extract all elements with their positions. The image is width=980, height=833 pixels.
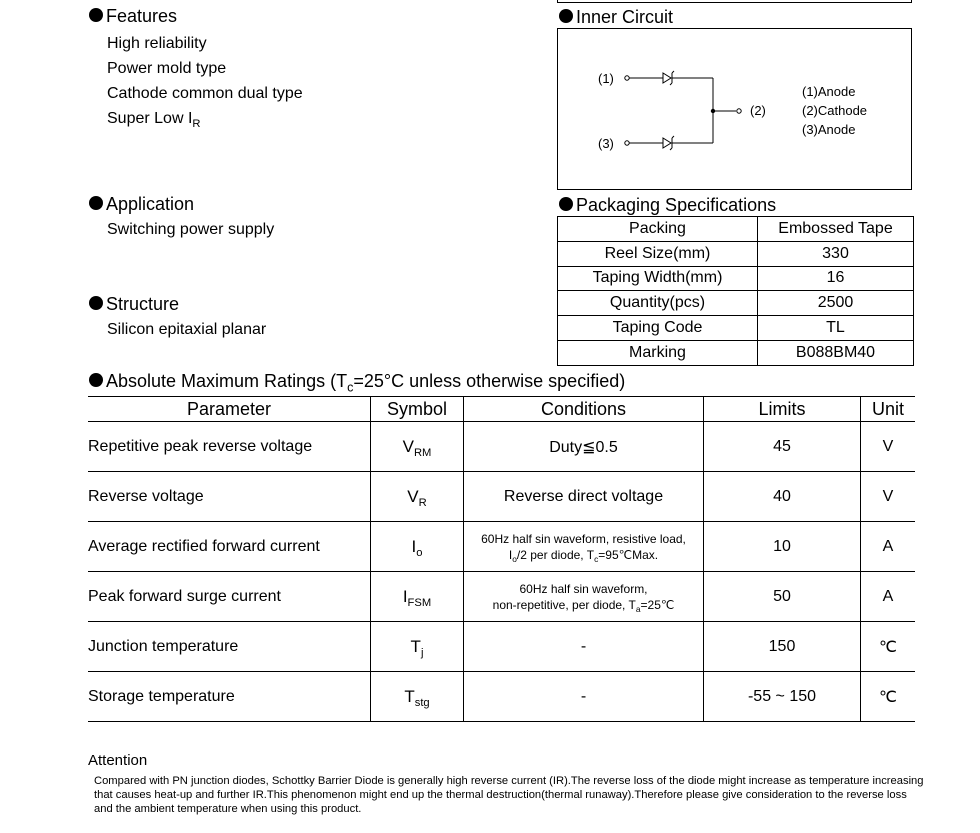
bullet-icon	[559, 197, 573, 211]
table-row: Average rectified forward current $I_o$ 60Hz half sin waveform, resistive load, $I_o/2$ per diode, $T_c=95℃Max$. 10 A	[88, 522, 915, 572]
table-row: Reel Size(mm) 330	[558, 241, 914, 266]
bullet-icon	[89, 196, 103, 210]
bullet-icon	[559, 9, 573, 23]
pin2-label: (2)	[750, 103, 766, 118]
table-row: Taping Code TL	[558, 316, 914, 341]
table-row: Reverse voltage $V_R$ Reverse direct voltage 40 V	[88, 472, 915, 522]
bullet-icon	[89, 296, 103, 310]
application-item: Switching power supply	[107, 221, 275, 238]
features-title: Features	[89, 5, 303, 27]
packaging-table	[557, 216, 914, 366]
header-parameter: Parameter	[88, 397, 371, 422]
application-title: Application	[89, 193, 274, 215]
pin-legend: (1)Anode (2)Cathode (3)Anode	[802, 84, 868, 137]
application-section	[89, 193, 274, 242]
attention-title: Attention	[88, 752, 148, 769]
table-row: Packing Embossed Tape	[558, 217, 914, 242]
ratings-title: Absolute Maximum Ratings ($T_c=25^\circ C$ unless otherwise specified)	[89, 370, 625, 392]
table-row: Repetitive peak reverse voltage $V_{RM}$ Duty≦0.5 45 V	[88, 422, 915, 472]
table-row: Taping Width(mm) 16	[558, 266, 914, 291]
table-row: Storage temperature $T_{stg}$ - -55 ~ 150 ℃	[88, 672, 915, 722]
table-row: Peak forward surge current $I_{FSM}$ 60Hz half sin waveform, non-repetitive, per diode, $T_a=25℃$ 50 A	[88, 572, 915, 622]
packaging-title: Packaging Specifications	[559, 194, 776, 216]
pin3-label: (3)	[598, 136, 614, 151]
features-section	[89, 5, 303, 131]
structure-title: Structure	[89, 293, 266, 315]
header-unit: Unit	[861, 397, 916, 422]
ratings-table	[88, 396, 915, 722]
header-conditions: Conditions	[464, 397, 704, 422]
top-frame-line	[557, 0, 912, 3]
header-symbol: Symbol	[371, 397, 464, 422]
inner-circuit-diagram	[557, 28, 912, 190]
structure-section	[89, 293, 266, 342]
inner-circuit-title: Inner Circuit	[559, 6, 673, 28]
feature-item: Super Low $I_R$	[107, 110, 201, 130]
pin1-label: (1)	[598, 71, 614, 86]
table-row: Junction temperature $T_j$ - 150 ℃	[88, 622, 915, 672]
feature-item: High reliability	[107, 35, 207, 52]
bullet-icon	[89, 373, 103, 387]
structure-item: Silicon epitaxial planar	[107, 321, 267, 338]
attention-text: Compared with PN junction diodes, Schottky Barrier Diode is generally high reverse current (IR).The reverse loss of the diode might increase as temperature increasing that causes heat-up and further IR.This phenomenon might end up the thermal destruction(thermal runaway).Therefore please give consideration to the reverse loss and the ambient temperature when using this product.	[94, 775, 924, 815]
table-row: Quantity(pcs) 2500	[558, 291, 914, 316]
table-header-row	[88, 397, 915, 422]
feature-item: Power mold type	[107, 60, 227, 77]
feature-item: Cathode common dual type	[107, 85, 303, 102]
bullet-icon	[89, 8, 103, 22]
table-row: Marking B088BM40	[558, 340, 914, 365]
header-limits: Limits	[704, 397, 861, 422]
